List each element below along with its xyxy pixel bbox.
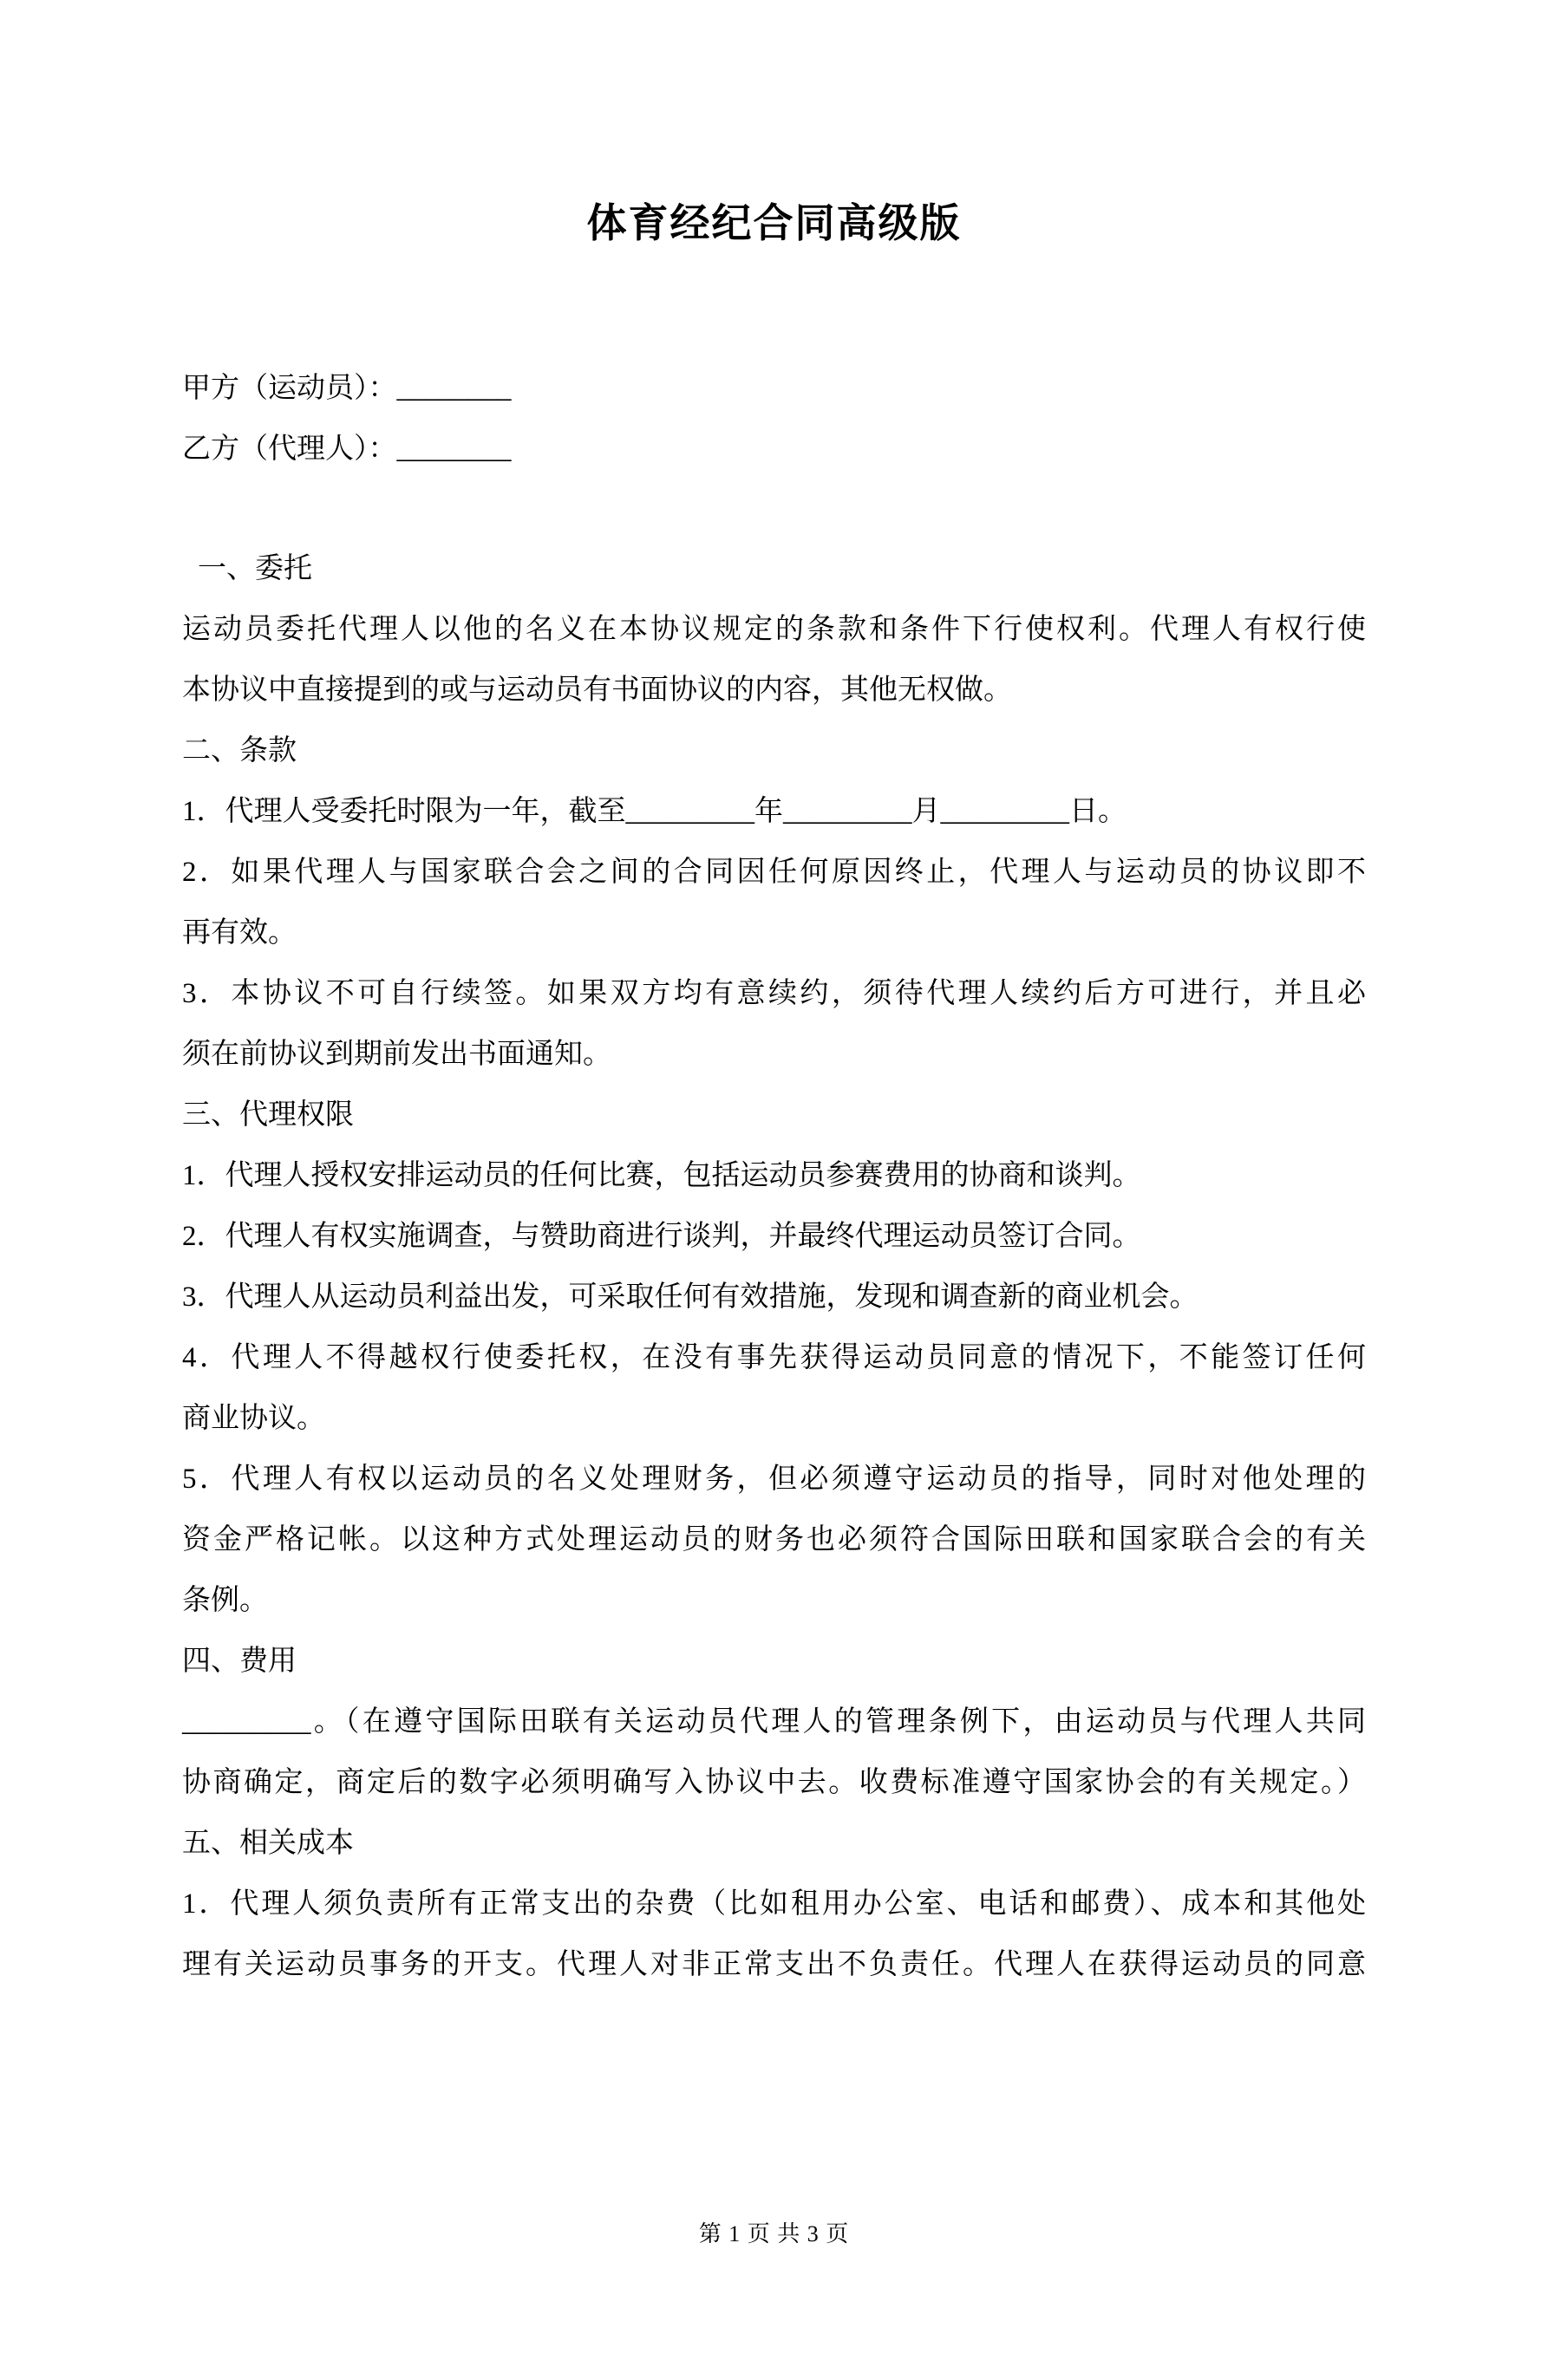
- contract-body: [182, 538, 1366, 1995]
- document-title: 体育经纪合同高级版: [586, 201, 962, 245]
- section-heading-1: 一、委托: [198, 553, 312, 584]
- clause-line: 协商确定，商定后的数字必须明确写入协议中去。收费标准遵守国家协会的有关规定。）: [182, 1767, 1366, 1798]
- clause-line: 再有效。: [182, 917, 297, 949]
- clause-line: 商业协议。: [182, 1403, 325, 1434]
- clause-line: 2．如果代理人与国家联合会之间的合同因任何原因终止，代理人与运动员的协议即不: [182, 857, 1366, 888]
- section-heading-4: 四、费用: [182, 1646, 297, 1677]
- clause-line: 5．代理人有权以运动员的名义处理财务，但必须遵守运动员的指导，同时对他处理的: [182, 1464, 1366, 1495]
- clause-line: 本协议中直接提到的或与运动员有书面协议的内容，其他无权做。: [182, 675, 1012, 706]
- parties-block: [182, 358, 1366, 479]
- section-heading-3: 三、代理权限: [182, 1099, 354, 1131]
- clause-line: 1．代理人须负责所有正常支出的杂费（比如租用办公室、电话和邮费）、成本和其他处: [182, 1888, 1366, 1920]
- clause-line: 4．代理人不得越权行使委托权，在没有事先获得运动员同意的情况下，不能签订任何: [182, 1342, 1366, 1373]
- clause-line: _________。（在遵守国际田联有关运动员代理人的管理条例下，由运动员与代理人共同: [182, 1706, 1366, 1738]
- clause-line: 3．本协议不可自行续签。如果双方均有意续约，须待代理人续约后方可进行，并且必: [182, 978, 1366, 1009]
- clause-line: 须在前协议到期前发出书面通知。: [182, 1039, 611, 1070]
- section-heading-5: 五、相关成本: [182, 1828, 354, 1859]
- party-line-a: 甲方（运动员）：________: [182, 373, 512, 404]
- clause-line: 条例。: [182, 1585, 268, 1616]
- section-heading-2: 二、条款: [182, 735, 297, 766]
- contract-page: [0, 192, 1548, 2380]
- party-line-b: 乙方（代理人）：________: [182, 434, 512, 465]
- clause-line: 运动员委托代理人以他的名义在本协议规定的条款和条件下行使权利。代理人有权行使: [182, 614, 1366, 645]
- clause-line: 3．代理人从运动员利益出发，可采取任何有效措施，发现和调查新的商业机会。: [182, 1281, 1199, 1313]
- page-number-footer: 第 1 页 共 3 页: [698, 2221, 850, 2246]
- clause-line: 1．代理人授权安排运动员的任何比赛，包括运动员参赛费用的协商和谈判。: [182, 1160, 1141, 1191]
- clause-line: 资金严格记帐。以这种方式处理运动员的财务也必须符合国际田联和国家联合会的有关: [182, 1524, 1366, 1555]
- clause-line: 2．代理人有权实施调查，与赞助商进行谈判，并最终代理运动员签订合同。: [182, 1221, 1141, 1252]
- clause-line: 理有关运动员事务的开支。代理人对非正常支出不负责任。代理人在获得运动员的同意: [182, 1949, 1366, 1980]
- clause-line: 1．代理人受委托时限为一年，截至_________年_________月_________日。: [182, 796, 1127, 827]
